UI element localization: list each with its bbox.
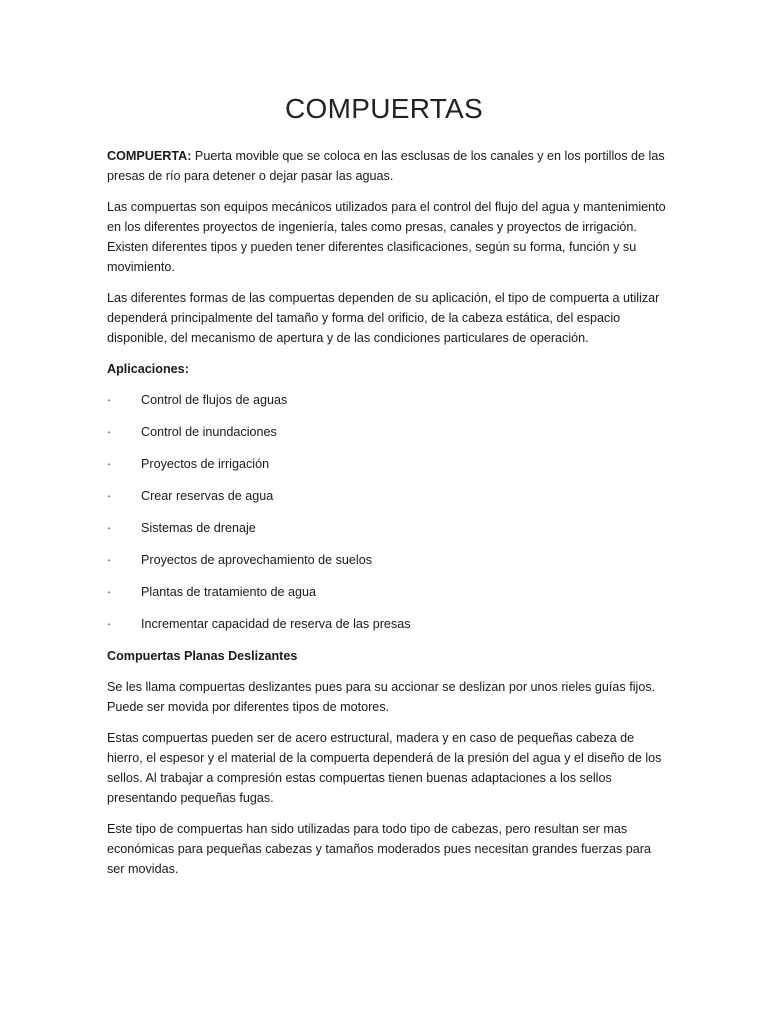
list-item-text: Sistemas de drenaje xyxy=(141,521,256,535)
materials-paragraph: Estas compuertas pueden ser de acero estructural, madera y en caso de pequeñas cabeza de hierro, el espesor y el material de la compuerta dependerá de la presión del agua y el diseño de los sellos. Al trabajar a compresión estas compuertas tienen buenas adaptaciones a los sellos presentando pequeñas fugas. xyxy=(107,731,662,805)
list-item-text: Plantas de tratamiento de agua xyxy=(141,585,317,599)
list-item xyxy=(107,390,667,422)
list-item-text: Incrementar capacidad de reserva de las presas xyxy=(141,617,411,631)
definition-term: COMPUERTA: xyxy=(107,149,192,163)
bullet-icon: · xyxy=(107,617,112,631)
list-item-text: Crear reservas de agua xyxy=(141,489,274,503)
list-item xyxy=(107,454,667,486)
bullet-icon: · xyxy=(107,425,112,439)
list-item xyxy=(107,518,667,550)
intro-paragraph: Las compuertas son equipos mecánicos utilizados para el control del flujo del agua y mantenimiento en los diferentes proyectos de ingeniería, tales como presas, canales y proyectos de irrigación. Existen diferentes tipos y pueden tener diferentes clasificaciones, según su forma, función y su movimiento. xyxy=(107,200,666,274)
page-title: COMPUERTAS xyxy=(285,93,483,124)
list-item xyxy=(107,486,667,518)
bullet-icon: · xyxy=(107,457,112,471)
bullet-icon: · xyxy=(107,393,112,407)
list-item-text: Control de flujos de aguas xyxy=(141,393,288,407)
bullet-icon: · xyxy=(107,521,112,535)
usage-paragraph: Este tipo de compuertas han sido utilizadas para todo tipo de cabezas, pero resultan ser mas económicas para pequeñas cabezas y tamaños moderados pues necesitan grandes fuerzas para ser movidas. xyxy=(107,822,651,876)
list-item xyxy=(107,422,667,454)
applications-heading: Aplicaciones: xyxy=(107,362,189,376)
bullet-icon: · xyxy=(107,489,112,503)
bullet-icon: · xyxy=(107,553,112,567)
list-item xyxy=(107,550,667,582)
list-item-text: Proyectos de aprovechamiento de suelos xyxy=(141,553,373,567)
applications-list xyxy=(107,390,667,646)
list-item-text: Proyectos de irrigación xyxy=(141,457,270,471)
list-item xyxy=(107,614,667,646)
sliding-gates-paragraph: Se les llama compuertas deslizantes pues para su accionar se deslizan por unos rieles guías fijos. Puede ser movida por diferentes tipos de motores. xyxy=(107,680,656,714)
definition-paragraph xyxy=(107,146,667,186)
list-item-text: Control de inundaciones xyxy=(141,425,277,439)
list-item xyxy=(107,582,667,614)
document-body xyxy=(107,146,667,890)
section-heading: Compuertas Planas Deslizantes xyxy=(107,649,298,663)
forms-paragraph: Las diferentes formas de las compuertas dependen de su aplicación, el tipo de compuerta a utilizar dependerá principalmente del tamaño y forma del orificio, de la cabeza estática, del espacio disponible, del mecanismo de apertura y de las condiciones particulares de operación. xyxy=(107,291,660,345)
bullet-icon: · xyxy=(107,585,112,599)
definition-text: Puerta movible que se coloca en las esclusas de los canales y en los portillos de las presas de río para detener o dejar pasar las aguas. xyxy=(107,149,665,183)
